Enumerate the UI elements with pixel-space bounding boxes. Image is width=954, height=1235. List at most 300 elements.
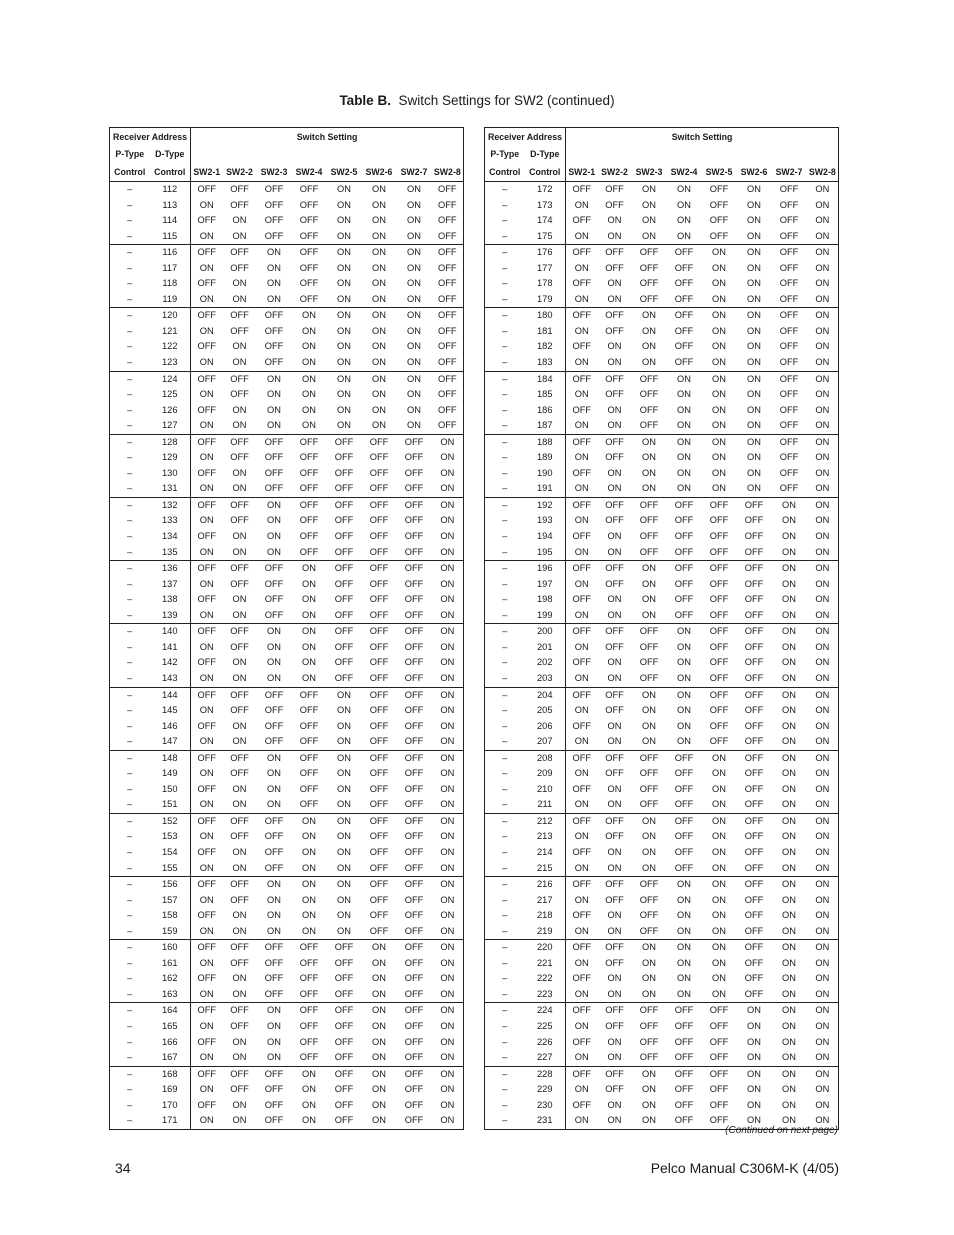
switch-cell: ON bbox=[232, 278, 247, 289]
page-number: 34 bbox=[115, 1160, 131, 1176]
d-type-cell: 209 bbox=[525, 766, 566, 782]
switch-cell: ON bbox=[432, 592, 464, 608]
switch-cell: OFF bbox=[667, 1003, 702, 1019]
switch-cell: ON bbox=[632, 434, 667, 450]
table-title-text: Switch Settings for SW2 (continued) bbox=[398, 93, 615, 108]
switch-cell: OFF bbox=[369, 910, 389, 921]
switch-cell: OFF bbox=[744, 846, 764, 857]
switch-cell: ON bbox=[199, 957, 214, 968]
switch-cell: OFF bbox=[299, 278, 319, 289]
d-type-cell: 153 bbox=[150, 829, 191, 845]
d-type-cell: 191 bbox=[525, 481, 566, 497]
table-row bbox=[110, 1019, 464, 1035]
switch-cell: ON bbox=[432, 1066, 464, 1082]
switch-cell: ON bbox=[782, 657, 796, 668]
switch-cell: OFF bbox=[369, 578, 389, 589]
switch-cell: OFF bbox=[197, 846, 217, 857]
d-type-cell: 231 bbox=[525, 1113, 566, 1129]
switch-cell: ON bbox=[432, 956, 464, 972]
switch-cell: ON bbox=[337, 925, 351, 936]
switch-cell: OFF bbox=[299, 736, 319, 747]
switch-cell: OFF bbox=[566, 434, 598, 450]
switch-cell: ON bbox=[737, 1113, 772, 1129]
switch-cell: OFF bbox=[667, 497, 702, 513]
switch-cell: ON bbox=[782, 1084, 796, 1095]
switch-cell: OFF bbox=[404, 973, 424, 984]
switch-cell: OFF bbox=[737, 877, 772, 893]
switch-cell: ON bbox=[632, 1066, 667, 1082]
d-type-cell: 135 bbox=[150, 545, 191, 561]
switch-cell: OFF bbox=[674, 531, 694, 542]
p-type-cell: – bbox=[110, 908, 150, 924]
switch-cell: OFF bbox=[257, 434, 292, 450]
switch-cell: ON bbox=[362, 940, 397, 956]
p-type-cell: – bbox=[110, 561, 150, 577]
switch-cell: OFF bbox=[572, 341, 592, 352]
switch-cell: ON bbox=[747, 1036, 761, 1047]
table-row bbox=[485, 624, 839, 640]
switch-cell: ON bbox=[712, 404, 726, 415]
switch-cell: ON bbox=[232, 657, 247, 668]
switch-cell: ON bbox=[677, 988, 691, 999]
switch-cell: ON bbox=[432, 845, 464, 861]
switch-cell: ON bbox=[782, 783, 796, 794]
switch-cell: OFF bbox=[264, 846, 284, 857]
switch-cell: OFF bbox=[197, 278, 217, 289]
switch-cell: OFF bbox=[667, 813, 702, 829]
d-type-cell: 146 bbox=[150, 719, 191, 735]
p-type-cell: – bbox=[110, 1098, 150, 1114]
d-type-cell: 147 bbox=[150, 734, 191, 750]
switch-cell: ON bbox=[782, 799, 796, 810]
switch-cell: ON bbox=[782, 705, 796, 716]
p-type-cell: – bbox=[110, 813, 150, 829]
switch-cell: ON bbox=[607, 657, 622, 668]
switch-cell: ON bbox=[807, 924, 839, 940]
sw-header: SW2-3 bbox=[257, 162, 292, 182]
switch-cell: ON bbox=[807, 719, 839, 735]
switch-cell: OFF bbox=[230, 641, 249, 652]
switch-cell: ON bbox=[362, 371, 397, 387]
switch-cell: ON bbox=[232, 799, 247, 810]
switch-cell: OFF bbox=[702, 1113, 737, 1129]
switch-cell: ON bbox=[432, 608, 464, 624]
d-type-cell: 129 bbox=[150, 450, 191, 466]
switch-cell: OFF bbox=[605, 262, 624, 273]
switch-cell: ON bbox=[372, 988, 386, 999]
switch-cell: OFF bbox=[299, 546, 319, 557]
d-type-cell: 185 bbox=[525, 387, 566, 403]
switch-cell: ON bbox=[199, 988, 214, 999]
switch-cell: OFF bbox=[369, 705, 389, 716]
switch-cell: ON bbox=[337, 720, 351, 731]
p-type-cell: – bbox=[110, 371, 150, 387]
switch-cell: ON bbox=[407, 420, 421, 431]
p-type-cell: – bbox=[485, 355, 525, 371]
switch-cell: OFF bbox=[197, 215, 217, 226]
switch-cell: ON bbox=[232, 404, 247, 415]
d-type-cell: 187 bbox=[525, 418, 566, 434]
switch-cell: ON bbox=[807, 355, 839, 371]
switch-cell: ON bbox=[232, 925, 247, 936]
switch-cell: OFF bbox=[369, 546, 389, 557]
switch-cell: ON bbox=[432, 750, 464, 766]
switch-cell: ON bbox=[397, 182, 432, 198]
d-type-cell: 136 bbox=[150, 561, 191, 577]
switch-cell: OFF bbox=[432, 198, 464, 214]
switch-cell: ON bbox=[407, 404, 421, 415]
switch-cell: OFF bbox=[674, 609, 694, 620]
switch-cell: OFF bbox=[744, 973, 764, 984]
switch-cell: ON bbox=[667, 624, 702, 640]
p-type-cell: – bbox=[485, 624, 525, 640]
table-row bbox=[485, 797, 839, 813]
switch-cell: OFF bbox=[327, 1066, 362, 1082]
table-row bbox=[485, 245, 839, 261]
d-type-cell: 194 bbox=[525, 529, 566, 545]
switch-cell: ON bbox=[712, 988, 726, 999]
switch-cell: ON bbox=[712, 483, 726, 494]
switch-cell: ON bbox=[642, 578, 656, 589]
switch-cell: ON bbox=[677, 404, 691, 415]
d-type-cell: 149 bbox=[150, 766, 191, 782]
switch-cell: ON bbox=[232, 341, 247, 352]
table-row bbox=[485, 403, 839, 419]
switch-cell: OFF bbox=[369, 846, 389, 857]
switch-cell: ON bbox=[747, 483, 761, 494]
switch-cell: ON bbox=[302, 846, 316, 857]
switch-cell: OFF bbox=[327, 1113, 362, 1129]
table-row bbox=[485, 640, 839, 656]
switch-cell: ON bbox=[574, 1084, 589, 1095]
switch-cell: OFF bbox=[299, 515, 319, 526]
switch-cell: OFF bbox=[709, 641, 729, 652]
switch-cell: ON bbox=[712, 957, 726, 968]
switch-cell: ON bbox=[807, 403, 839, 419]
switch-cell: ON bbox=[607, 420, 622, 431]
d-type-cell: 169 bbox=[150, 1082, 191, 1098]
switch-cell: OFF bbox=[191, 1066, 223, 1082]
switch-cell: OFF bbox=[404, 910, 424, 921]
switch-cell: OFF bbox=[432, 229, 464, 245]
switch-cell: ON bbox=[747, 452, 761, 463]
switch-cell: ON bbox=[267, 799, 281, 810]
switch-cell: ON bbox=[372, 1036, 386, 1047]
d-type-cell: 124 bbox=[150, 371, 191, 387]
switch-cell: OFF bbox=[191, 182, 223, 198]
switch-cell: OFF bbox=[605, 325, 624, 336]
switch-cell: OFF bbox=[779, 278, 799, 289]
switch-cell: ON bbox=[302, 862, 316, 873]
switch-cell: OFF bbox=[299, 483, 319, 494]
switch-cell: ON bbox=[807, 987, 839, 1003]
switch-cell: OFF bbox=[369, 831, 389, 842]
p-type-cell: – bbox=[485, 655, 525, 671]
d-type-cell: 211 bbox=[525, 797, 566, 813]
switch-cell: OFF bbox=[369, 657, 389, 668]
p-type-cell: – bbox=[110, 182, 150, 198]
switch-cell: ON bbox=[372, 1020, 386, 1031]
switch-cell: OFF bbox=[299, 1052, 319, 1063]
switch-cell: ON bbox=[702, 434, 737, 450]
table-row bbox=[110, 213, 464, 229]
switch-cell: OFF bbox=[639, 515, 659, 526]
switch-cell: OFF bbox=[566, 813, 598, 829]
switch-cell: ON bbox=[292, 561, 327, 577]
d-type-cell: 121 bbox=[150, 324, 191, 340]
switch-cell: ON bbox=[807, 750, 839, 766]
switch-cell: OFF bbox=[404, 736, 424, 747]
switch-cell: OFF bbox=[674, 325, 694, 336]
switch-cell: ON bbox=[337, 705, 351, 716]
p-type-cell: – bbox=[485, 529, 525, 545]
p-type-cell: – bbox=[485, 797, 525, 813]
switch-cell: ON bbox=[337, 736, 351, 747]
p-type-cell: – bbox=[110, 292, 150, 308]
switch-cell: OFF bbox=[709, 705, 729, 716]
switch-cell: ON bbox=[432, 1113, 464, 1129]
switch-cell: ON bbox=[267, 894, 281, 905]
switch-cell: OFF bbox=[779, 483, 799, 494]
switch-cell: ON bbox=[712, 783, 726, 794]
switch-cell: ON bbox=[712, 420, 726, 431]
table-row bbox=[110, 924, 464, 940]
switch-cell: ON bbox=[257, 750, 292, 766]
p-type-cell: – bbox=[110, 750, 150, 766]
d-type-cell: 163 bbox=[150, 987, 191, 1003]
switch-cell: OFF bbox=[191, 371, 223, 387]
switch-cell: OFF bbox=[432, 324, 464, 340]
table-row bbox=[110, 608, 464, 624]
d-type-cell: 198 bbox=[525, 592, 566, 608]
switch-cell: OFF bbox=[632, 624, 667, 640]
switch-cell: OFF bbox=[334, 467, 354, 478]
switch-cell: ON bbox=[642, 199, 656, 210]
table-row bbox=[485, 513, 839, 529]
switch-cell: OFF bbox=[299, 957, 319, 968]
d-type-cell: 144 bbox=[150, 687, 191, 703]
switch-cell: ON bbox=[807, 908, 839, 924]
p-type-cell: – bbox=[485, 671, 525, 687]
switch-cell: OFF bbox=[223, 813, 257, 829]
switch-cell: OFF bbox=[709, 657, 729, 668]
switch-cell: ON bbox=[407, 278, 421, 289]
switch-cell: OFF bbox=[299, 531, 319, 542]
switch-cell: OFF bbox=[744, 672, 764, 683]
switch-cell: OFF bbox=[334, 546, 354, 557]
switch-cell: OFF bbox=[257, 561, 292, 577]
switch-cell: ON bbox=[407, 215, 421, 226]
switch-cell: ON bbox=[607, 1036, 622, 1047]
d-type-cell: 148 bbox=[150, 750, 191, 766]
switch-cell: OFF bbox=[397, 497, 432, 513]
switch-cell: ON bbox=[327, 308, 362, 324]
switch-cell: OFF bbox=[674, 1084, 694, 1095]
switch-cell: ON bbox=[362, 245, 397, 261]
switch-cell: OFF bbox=[369, 799, 389, 810]
switch-cell: ON bbox=[782, 720, 796, 731]
switch-cell: ON bbox=[372, 1099, 386, 1110]
switch-cell: OFF bbox=[404, 452, 424, 463]
switch-cell: ON bbox=[199, 705, 214, 716]
table-row bbox=[485, 1082, 839, 1098]
switch-cell: ON bbox=[737, 245, 772, 261]
switch-cell: OFF bbox=[566, 750, 598, 766]
switch-cell: ON bbox=[199, 420, 214, 431]
table-row bbox=[485, 387, 839, 403]
switch-cell: ON bbox=[677, 389, 691, 400]
switch-cell: OFF bbox=[397, 1066, 432, 1082]
switch-cell: OFF bbox=[230, 831, 249, 842]
switch-cell: OFF bbox=[264, 988, 284, 999]
switch-cell: OFF bbox=[299, 1020, 319, 1031]
switch-cell: ON bbox=[772, 1066, 807, 1082]
d-type-cell: 193 bbox=[525, 513, 566, 529]
p-type-cell: – bbox=[110, 782, 150, 798]
switch-cell: ON bbox=[372, 389, 386, 400]
switch-cell: ON bbox=[642, 452, 656, 463]
switch-cell: ON bbox=[807, 292, 839, 308]
p-type-cell: – bbox=[485, 719, 525, 735]
table-row bbox=[485, 592, 839, 608]
switch-cell: OFF bbox=[369, 783, 389, 794]
d-type-cell: 164 bbox=[150, 1003, 191, 1019]
table-row bbox=[110, 245, 464, 261]
switch-cell: ON bbox=[607, 215, 622, 226]
switch-cell: OFF bbox=[702, 1003, 737, 1019]
switch-cell: ON bbox=[432, 687, 464, 703]
switch-cell: OFF bbox=[299, 799, 319, 810]
switch-cell: OFF bbox=[191, 813, 223, 829]
p-type-cell: – bbox=[110, 687, 150, 703]
d-type-cell: 131 bbox=[150, 481, 191, 497]
switch-cell: ON bbox=[737, 308, 772, 324]
switch-cell: OFF bbox=[264, 325, 284, 336]
switch-cell: ON bbox=[607, 925, 622, 936]
switch-cell: OFF bbox=[334, 1052, 354, 1063]
d-type-cell: 123 bbox=[150, 355, 191, 371]
switch-cell: OFF bbox=[230, 1020, 249, 1031]
switch-cell: ON bbox=[782, 910, 796, 921]
switch-cell: OFF bbox=[566, 561, 598, 577]
switch-cell: ON bbox=[327, 813, 362, 829]
p-type-header: P-Type bbox=[485, 146, 525, 162]
switch-cell: OFF bbox=[334, 515, 354, 526]
switch-cell: ON bbox=[432, 893, 464, 909]
p-type-cell: – bbox=[485, 1113, 525, 1129]
table-row bbox=[485, 687, 839, 703]
switch-cell: ON bbox=[807, 845, 839, 861]
switch-cell: OFF bbox=[744, 862, 764, 873]
switch-cell: ON bbox=[747, 199, 761, 210]
switch-cell: ON bbox=[432, 434, 464, 450]
p-type-cell: – bbox=[485, 734, 525, 750]
switch-cell: ON bbox=[772, 497, 807, 513]
p-type-cell: – bbox=[485, 608, 525, 624]
switch-cell: ON bbox=[642, 1099, 656, 1110]
p-type-cell: – bbox=[110, 608, 150, 624]
switch-cell: ON bbox=[642, 862, 656, 873]
switch-cell: ON bbox=[432, 734, 464, 750]
table-row bbox=[485, 182, 839, 198]
switch-cell: OFF bbox=[369, 452, 389, 463]
table-row bbox=[485, 813, 839, 829]
switch-cell: ON bbox=[747, 230, 761, 241]
switch-cell: ON bbox=[232, 672, 247, 683]
p-type-cell: – bbox=[110, 261, 150, 277]
switch-cell: ON bbox=[747, 1084, 761, 1095]
switch-cell: ON bbox=[667, 371, 702, 387]
switch-cell: OFF bbox=[264, 215, 284, 226]
table-row bbox=[110, 766, 464, 782]
p-type-cell: – bbox=[110, 577, 150, 593]
p-type-cell: – bbox=[485, 766, 525, 782]
switch-cell: ON bbox=[337, 293, 351, 304]
switch-cell: OFF bbox=[264, 1084, 284, 1095]
switch-cell: OFF bbox=[639, 1052, 659, 1063]
switch-cell: OFF bbox=[397, 940, 432, 956]
p-type-cell: – bbox=[485, 418, 525, 434]
continued-note: (Continued on next page) bbox=[725, 1125, 838, 1136]
table-row bbox=[110, 829, 464, 845]
switch-cell: ON bbox=[232, 293, 247, 304]
switch-cell: OFF bbox=[737, 940, 772, 956]
switch-cell: OFF bbox=[744, 578, 764, 589]
switch-cell: ON bbox=[432, 655, 464, 671]
switch-cell: OFF bbox=[744, 531, 764, 542]
sw-header: SW2-6 bbox=[362, 162, 397, 182]
switch-cell: ON bbox=[807, 1098, 839, 1114]
switch-cell: ON bbox=[712, 862, 726, 873]
table-row bbox=[110, 655, 464, 671]
switch-cell: ON bbox=[574, 672, 589, 683]
switch-cell: ON bbox=[432, 877, 464, 893]
sw-header: SW2-8 bbox=[432, 162, 464, 182]
switch-cell: ON bbox=[607, 910, 622, 921]
switch-cell: ON bbox=[712, 894, 726, 905]
p-type-cell: – bbox=[110, 1035, 150, 1051]
switch-cell: OFF bbox=[257, 1113, 292, 1129]
switch-cell: ON bbox=[267, 1036, 281, 1047]
switch-cell: OFF bbox=[632, 371, 667, 387]
switch-cell: ON bbox=[677, 420, 691, 431]
switch-cell: ON bbox=[807, 513, 839, 529]
p-type-cell: – bbox=[485, 1019, 525, 1035]
switch-cell: OFF bbox=[572, 467, 592, 478]
switch-cell: OFF bbox=[369, 609, 389, 620]
switch-cell: OFF bbox=[674, 783, 694, 794]
p-type-cell: – bbox=[110, 703, 150, 719]
switch-cell: ON bbox=[807, 940, 839, 956]
switch-cell: ON bbox=[232, 1036, 247, 1047]
switch-cell: OFF bbox=[223, 877, 257, 893]
sw-header: SW2-1 bbox=[191, 162, 223, 182]
p-type-cell: – bbox=[485, 198, 525, 214]
switch-cell: ON bbox=[632, 813, 667, 829]
switch-cell: ON bbox=[807, 592, 839, 608]
p-type-cell: – bbox=[485, 829, 525, 845]
p-type-cell: – bbox=[485, 750, 525, 766]
switch-cell: OFF bbox=[779, 420, 799, 431]
d-type-cell: 172 bbox=[525, 182, 566, 198]
d-type-cell: 154 bbox=[150, 845, 191, 861]
table-row bbox=[110, 861, 464, 877]
switch-cell: ON bbox=[232, 230, 247, 241]
p-type-cell: – bbox=[110, 213, 150, 229]
switch-cell: OFF bbox=[223, 497, 257, 513]
switch-cell: ON bbox=[432, 497, 464, 513]
switch-cell: ON bbox=[199, 1084, 214, 1095]
